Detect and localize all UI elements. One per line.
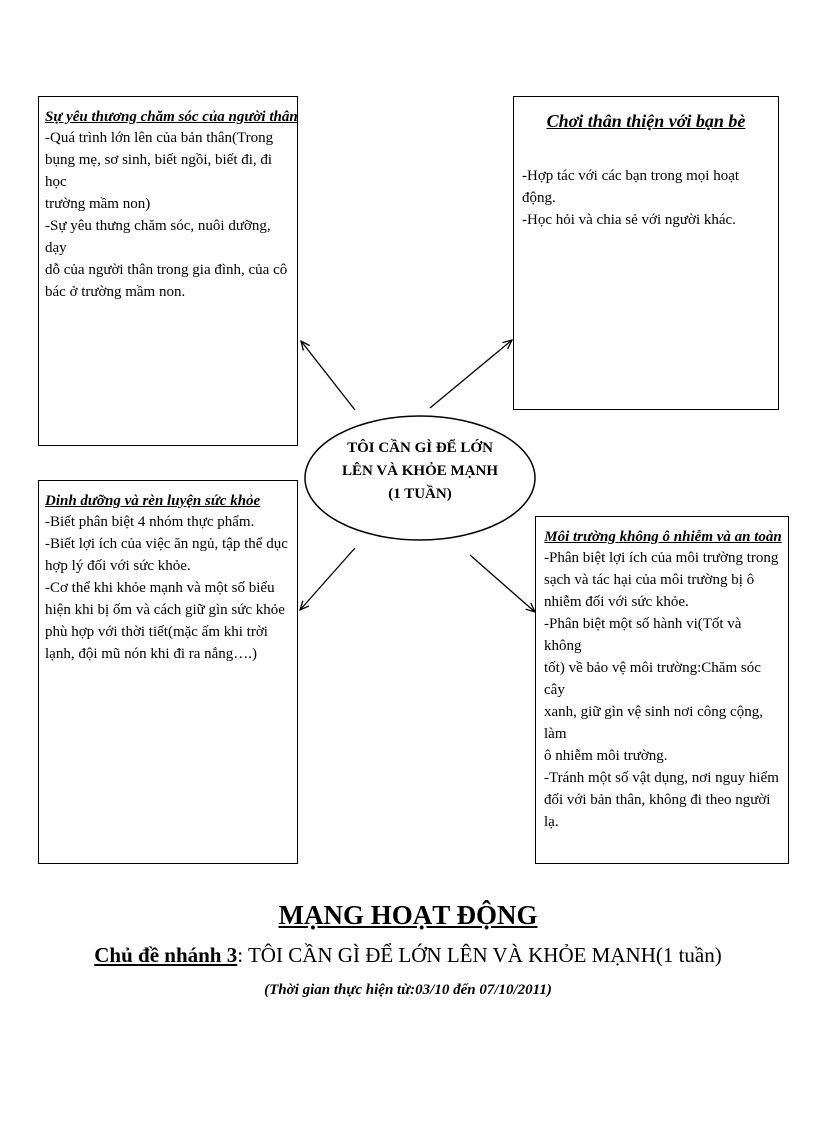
box-line: bụng mẹ, sơ sinh, biết ngồi, biết đi, đi học (45, 152, 273, 190)
box-line: xanh, giữ gìn vệ sinh nơi công cộng, làm (544, 704, 763, 742)
box-line: -Hợp tác với các bạn trong mọi hoạt động. (522, 168, 740, 206)
box-line: lạnh, đội mũ nón khi đi ra nắng….) (45, 646, 258, 662)
box-line: dỗ của người thân trong gia đình, của cô (45, 262, 288, 278)
box-title: Môi trường không ô nhiễm và an toàn (544, 529, 782, 545)
subtitle-text: : TÔI CẦN GÌ ĐỂ LỚN LÊN VÀ KHỎE MẠNH(1 tuần) (237, 943, 722, 967)
box-line: nhiễm đối với sức khỏe. (544, 594, 689, 610)
box-title: Dinh dưỡng và rèn luyện sức khỏe (45, 493, 261, 509)
box-environment-safety (535, 516, 789, 864)
box-line: bác ở trường mầm non. (45, 284, 186, 300)
box-title: Chơi thân thiện với bạn bè (546, 111, 746, 131)
center-topic (305, 437, 535, 506)
center-line-2: LÊN VÀ KHỎE MẠNH (342, 463, 498, 479)
arrow-to-top-left (301, 341, 355, 410)
box-line: -Phân biệt lợi ích của môi trường trong (544, 550, 779, 566)
center-line-3: (1 TUẦN) (388, 486, 452, 502)
box-line: trường mầm non) (45, 196, 151, 212)
box-line: -Phân biệt một số hành vi(Tốt và không (544, 616, 742, 654)
box-line: -Học hỏi và chia sẻ với người khác. (522, 212, 736, 228)
page-title: MẠNG HOẠT ĐỘNG (278, 900, 538, 930)
box-friends (513, 96, 779, 410)
arrow-to-top-right (430, 340, 512, 408)
box-nutrition-health (38, 480, 298, 864)
box-line: hiện khi bị ốm và cách giữ gìn sức khỏe (45, 602, 285, 618)
arrow-to-bottom-right (470, 555, 535, 612)
box-line: tốt) về bảo vệ môi trường:Chăm sóc cây (544, 660, 761, 698)
arrow-to-bottom-left (300, 548, 355, 610)
center-line-1: TÔI CẦN GÌ ĐỂ LỚN (347, 440, 493, 456)
box-line: ô nhiễm môi trường. (544, 748, 668, 764)
box-line: -Cơ thể khi khỏe mạnh và một số biểu (45, 580, 275, 596)
box-line: -Quá trình lớn lên của bản thân(Trong (45, 130, 274, 146)
box-line: -Biết lợi ích của việc ăn ngủ, tập thể dục (45, 536, 288, 552)
box-line: hợp lý đối với sức khỏe. (45, 558, 191, 574)
subtitle-label: Chủ đề nhánh 3 (94, 943, 238, 967)
box-line: -Sự yêu thưng chăm sóc, nuôi dưỡng, dạy (45, 218, 271, 256)
box-line: -Biết phân biệt 4 nhóm thực phẩm. (45, 514, 255, 530)
box-line: đối với bản thân, không đi theo người lạ. (544, 792, 771, 830)
box-line: sạch và tác hại của môi trường bị ô (544, 572, 755, 588)
time-note: (Thời gian thực hiện từ:03/10 đến 07/10/2011) (264, 982, 552, 998)
box-line: phù hợp với thời tiết(mặc ấm khi trời (45, 624, 268, 640)
box-line: -Tránh một số vật dụng, nơi nguy hiểm (544, 770, 779, 786)
subtitle (0, 943, 816, 968)
box-title: Sự yêu thương chăm sóc của người thân (45, 109, 298, 125)
box-family-care (38, 96, 298, 446)
